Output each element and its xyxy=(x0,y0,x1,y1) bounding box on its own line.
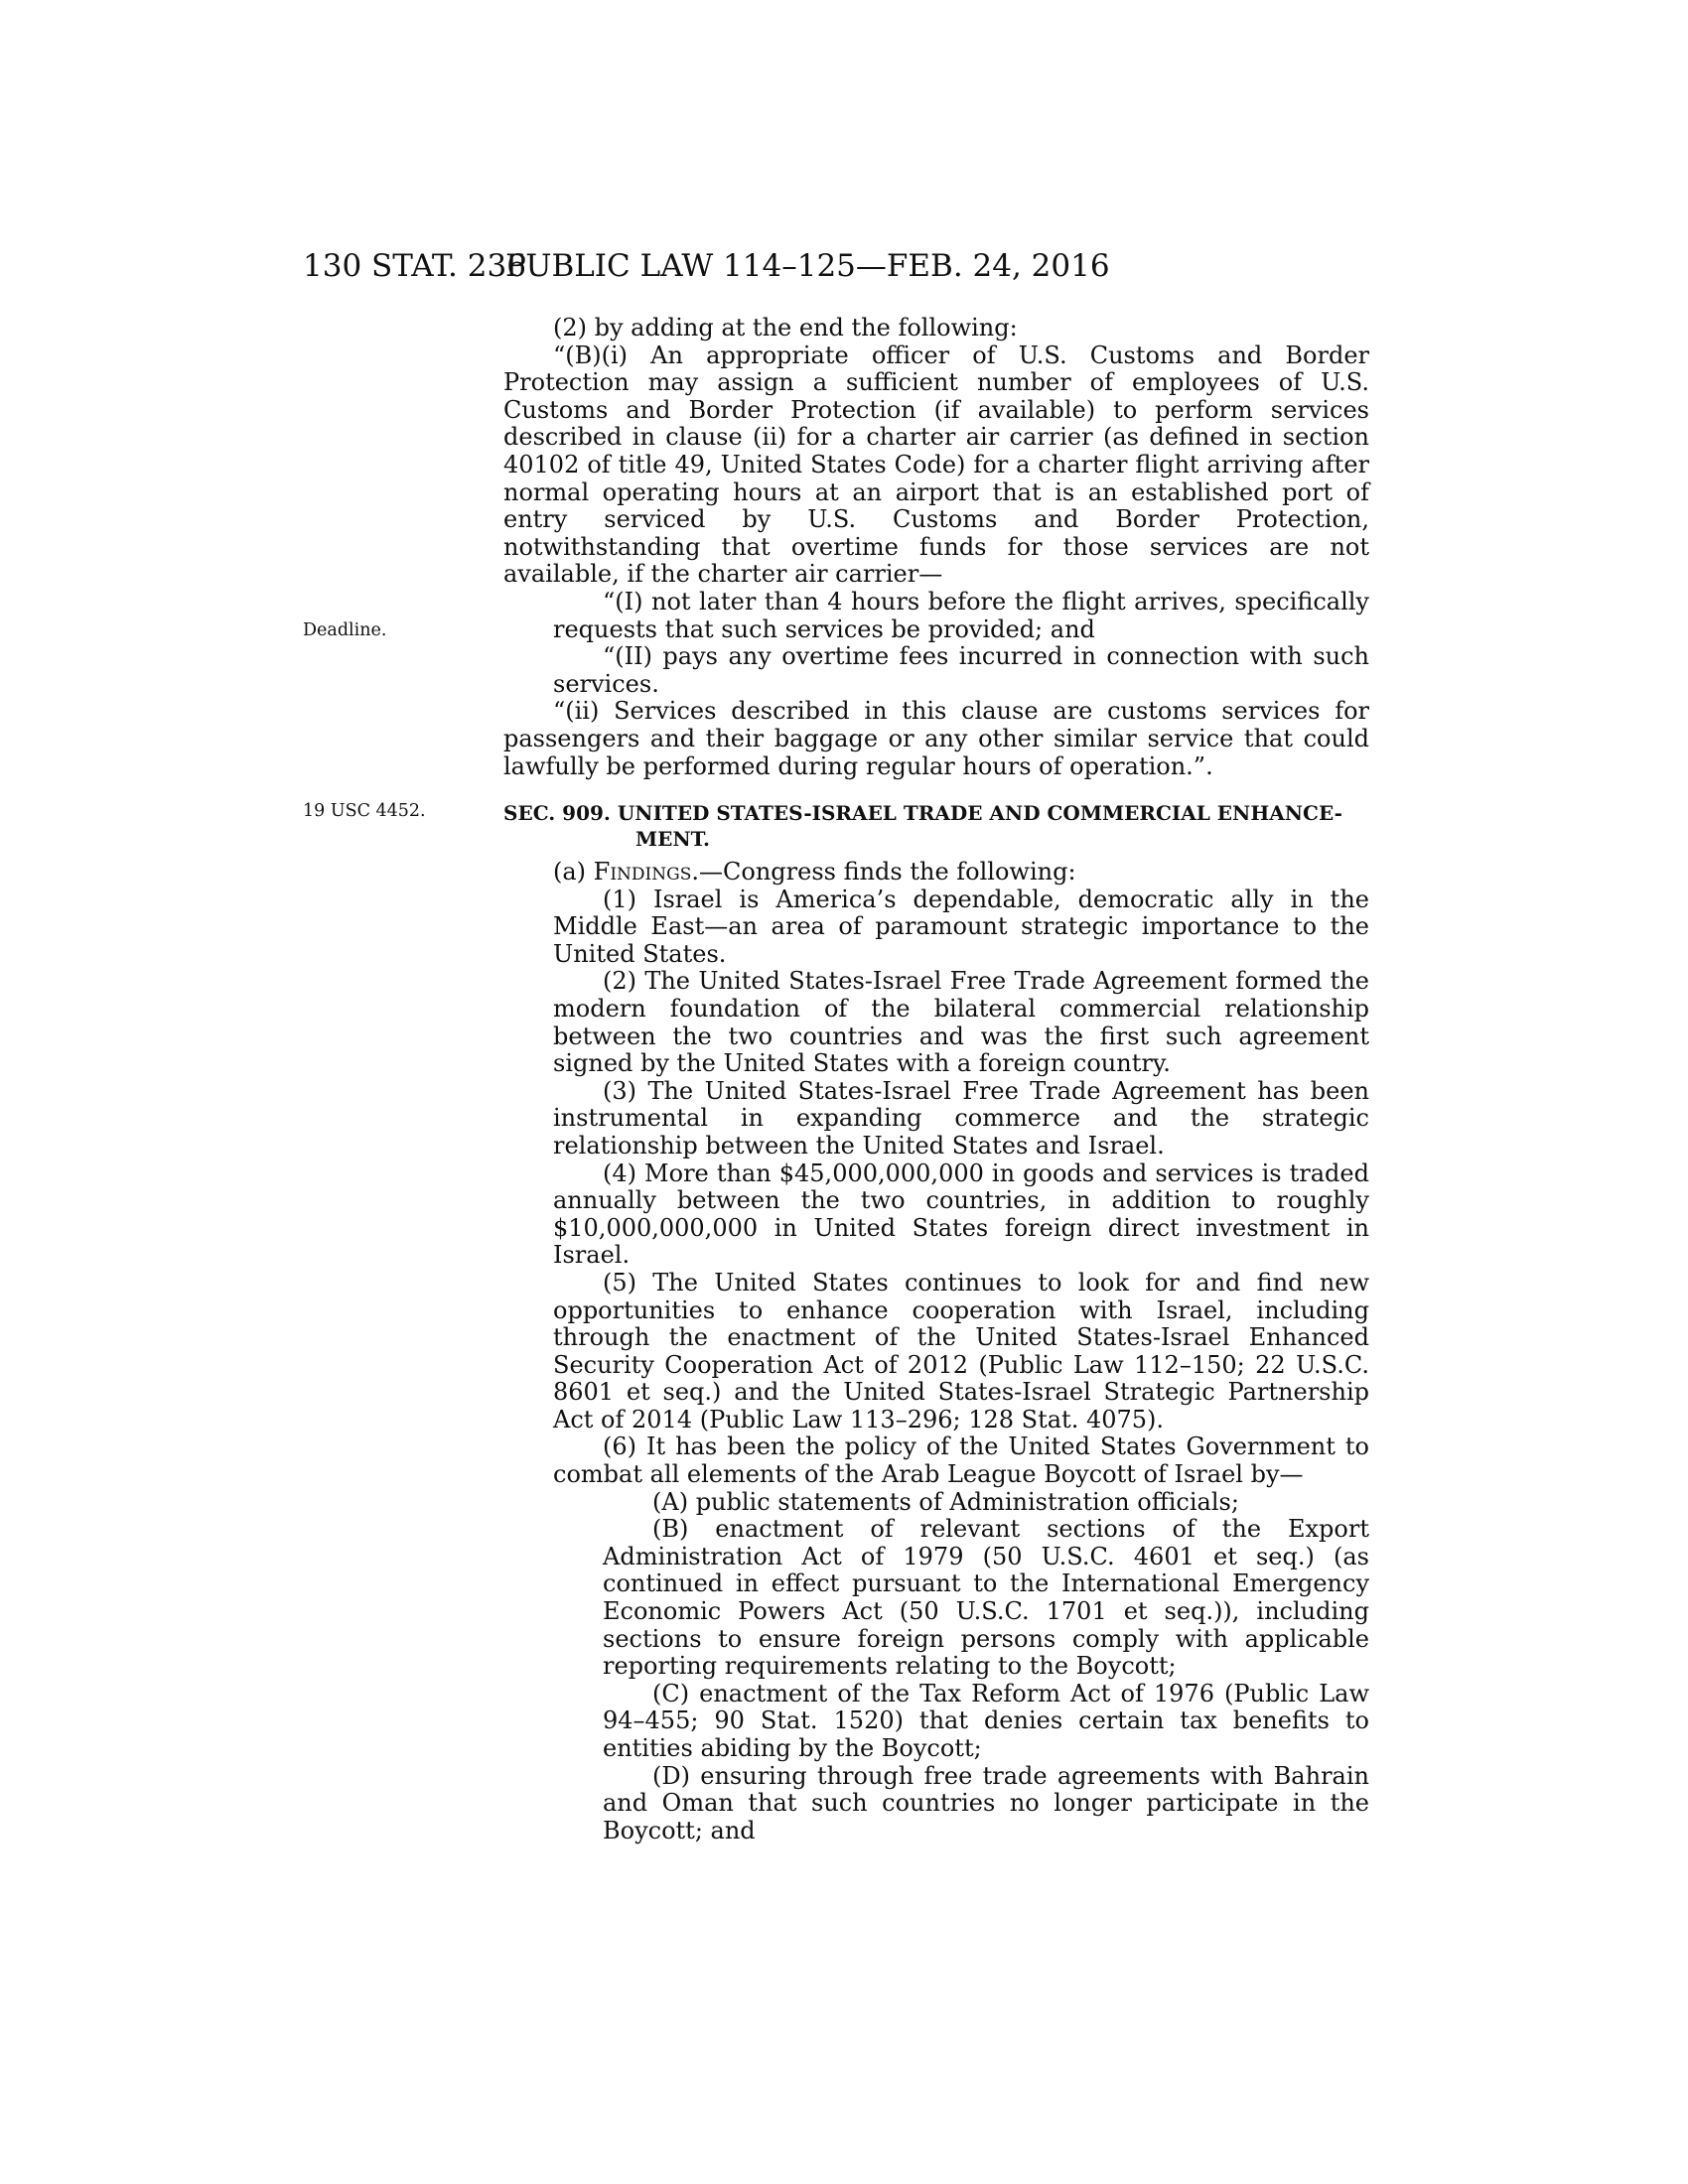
subclause-i: “(I) not later than 4 hours before the flight arrives, specifically requests that such services be provided; and xyxy=(553,588,1369,643)
finding-5: (5) The United States continues to look for and find new opportunities to enhance cooperation with Israel, including through the enactment of the United States-Israel Enhanced Security Cooperation Act of 2012 (Public Law 112–150; 22 U.S.C. 8601 et seq.) and the United States-Israel Strategic Partnership Act of 2014 (Public Law 113–296; 128 Stat. 4075). xyxy=(553,1268,1369,1433)
subclause-ii: “(II) pays any overtime fees incurred in connection with such services. xyxy=(553,642,1369,698)
margin-note-deadline: Deadline. xyxy=(303,620,387,640)
findings-intro xyxy=(503,859,1369,887)
section-heading-line-1: SEC. 909. UNITED STATES-ISRAEL TRADE AND COMMERCIAL ENHANCE- xyxy=(503,801,1342,825)
running-header-title: PUBLIC LAW 114–125—FEB. 24, 2016 xyxy=(505,248,1110,284)
finding-6-d: (D) ensuring through free trade agreements with Bahrain and Oman that such countries no longer participate in the Boycott; and xyxy=(603,1761,1369,1844)
statute-page-number: 130 STAT. 236 xyxy=(303,248,526,284)
findings-prefix: (a) xyxy=(553,858,594,886)
amendment-intro: (2) by adding at the end the following: xyxy=(553,314,1018,341)
finding-3: (3) The United States-Israel Free Trade Agreement has been instrumental in expanding commerce and the strategic relationship between the United States and Israel. xyxy=(553,1076,1369,1160)
finding-1: (1) Israel is America’s dependable, democratic ally in the Middle East—an area of paramount strategic importance to the United States. xyxy=(553,885,1369,968)
finding-6-b: (B) enactment of relevant sections of the Export Administration Act of 1979 (50 U.S.C. 4601 et seq.) (as continued in effect pursuant to the International Emergency Economic Powers Act (50 U.S.C. 1701 et seq.)), including sections to ensure foreign persons comply with applicable reporting requirements relating to the Boycott; xyxy=(603,1515,1369,1681)
section-heading-line-2: MENT. xyxy=(635,827,710,851)
finding-6-c: (C) enactment of the Tax Reform Act of 1976 (Public Law 94–455; 90 Stat. 1520) that denies certain tax benefits to entities abiding by the Boycott; xyxy=(603,1679,1369,1762)
conditions-block xyxy=(503,589,1369,780)
finding-4: (4) More than $45,000,000,000 in goods and services is traded annually between the two countries, in addition to roughly $10,000,000,000 in United States foreign direct investment in Israel. xyxy=(553,1159,1369,1270)
clause-b-i: “(B)(i) An appropriate officer of U.S. Customs and Border Protection may assign a sufficient number of employees of U.S. Customs and Border Protection (if available) to perform services described in clause (ii) for a charter air carrier (as defined in section 40102 of title 49, United States Code) for a charter flight arriving after normal operating hours at an airport that is an established port of entry serviced by U.S. Customs and Border Protection, notwithstanding that overtime funds for those services are not available, if the charter air carrier— xyxy=(503,341,1369,589)
finding-6: (6) It has been the policy of the United States Government to combat all elements of the Arab League Boycott of Israel by— xyxy=(553,1433,1369,1489)
finding-6-a: (A) public statements of Administration officials; xyxy=(652,1487,1239,1516)
section-heading xyxy=(503,800,1369,852)
amendment-block xyxy=(503,315,1369,589)
findings-text: .—Congress finds the following: xyxy=(691,858,1076,886)
findings-label: Findings xyxy=(593,858,692,886)
margin-note-usc-citation: 19 USC 4452. xyxy=(303,801,426,821)
clause-ii: “(ii) Services described in this clause are customs services for passengers and their baggage or any other similar service that could lawfully be performed during regular hours of operation.”. xyxy=(503,697,1369,780)
finding-2: (2) The United States-Israel Free Trade Agreement formed the modern foundation of the bilateral commercial relationship between the two countries and was the first such agreement signed by the United States with a foreign country. xyxy=(553,967,1369,1078)
findings-block xyxy=(503,859,1369,1844)
